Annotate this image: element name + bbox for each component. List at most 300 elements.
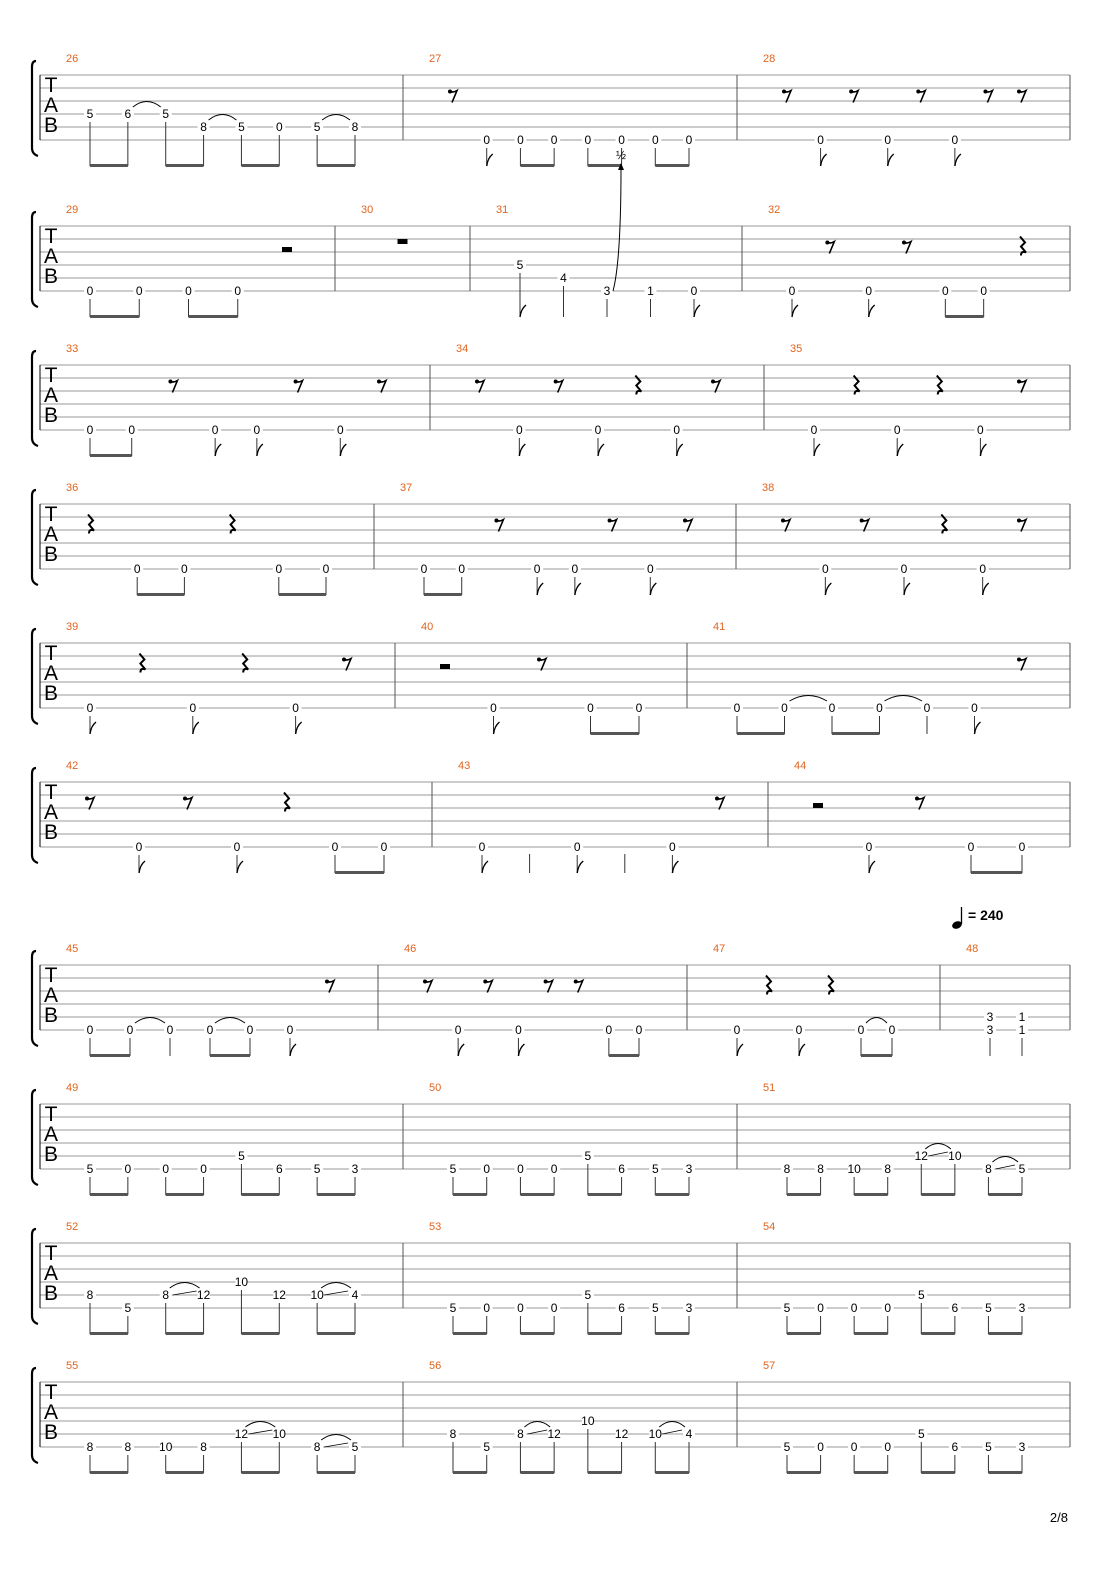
fret-number: 5 (238, 120, 245, 134)
fret-number: 0 (828, 701, 836, 715)
tab-clef-letter: T (44, 74, 58, 97)
measure-number: 57 (763, 1360, 776, 1372)
note-flag-icon (983, 583, 989, 595)
fret-number: 0 (331, 840, 339, 854)
measure (762, 482, 1026, 595)
fret-number: 0 (605, 1023, 613, 1037)
tab-clef-letter: T (44, 364, 58, 387)
tab-system (32, 1360, 1070, 1474)
eighth-rest-dot (1017, 519, 1021, 523)
fret-number: 0 (86, 423, 94, 437)
fret-number: 10 (847, 1162, 861, 1176)
fret-number: 4 (560, 271, 567, 285)
tab-clef-letter: B (43, 1143, 59, 1166)
note-flag-icon (975, 722, 981, 734)
fret-number: 0 (673, 423, 681, 437)
fret-number: 0 (206, 1023, 214, 1037)
fret-number: 0 (517, 1301, 524, 1315)
tab-clef-letter: A (43, 1401, 59, 1424)
fret-number: 0 (454, 1023, 462, 1037)
measure (66, 1082, 361, 1196)
slide-line (995, 1165, 1015, 1169)
fret-number: 0 (967, 840, 975, 854)
bend-amount: ½ (615, 148, 627, 162)
fret-number: 0 (810, 423, 818, 437)
measure-number: 26 (66, 53, 79, 65)
note-beam (861, 1054, 892, 1057)
fret-number: 10 (272, 1427, 286, 1441)
tab-system (32, 343, 1070, 457)
note-beam (854, 1332, 888, 1335)
tie-arc (209, 115, 237, 121)
fret-number: 5 (651, 1301, 659, 1315)
note-beam (90, 1332, 128, 1335)
note-flag-icon (257, 444, 263, 456)
fret-number: 0 (458, 562, 466, 576)
fret-number: 6 (951, 1301, 959, 1315)
measure (713, 621, 1026, 735)
note-flag-icon (139, 861, 145, 873)
fret-number: 8 (351, 120, 359, 134)
eighth-rest-dot (475, 380, 479, 384)
note-beam (737, 732, 785, 735)
fret-number: 0 (635, 1023, 643, 1037)
fret-number: 0 (865, 284, 873, 298)
measure (429, 1360, 695, 1474)
note-beam (90, 164, 128, 167)
fret-number: 0 (490, 701, 497, 715)
system-bracket (32, 1229, 38, 1324)
note-beam (335, 871, 384, 874)
note-flag-icon (237, 861, 243, 873)
fret-number: 0 (923, 701, 931, 715)
fret-number: 5 (86, 1162, 94, 1176)
fret-number: 12 (196, 1288, 211, 1302)
bend-curve (613, 168, 621, 291)
fret-number: 8 (517, 1427, 524, 1441)
fret-number: 0 (685, 133, 693, 147)
measure-number: 56 (429, 1360, 442, 1372)
fret-number: 0 (584, 133, 592, 147)
slide-line (324, 1443, 348, 1447)
note-flag-icon (193, 722, 199, 734)
note-beam (453, 1193, 487, 1196)
note-beam (279, 593, 326, 596)
fret-number: 10 (581, 1414, 595, 1428)
fret-number: 8 (985, 1162, 992, 1176)
fret-number: 0 (233, 840, 241, 854)
tab-clef-letter: T (44, 1242, 58, 1265)
measure (66, 943, 334, 1057)
slur-arc (992, 1157, 1018, 1163)
measure-number: 31 (496, 204, 509, 216)
fret-number: 0 (322, 562, 330, 576)
slide-line (248, 1430, 272, 1434)
measure (66, 343, 386, 457)
note-flag-icon (290, 1044, 296, 1056)
eighth-rest-dot (983, 90, 987, 94)
tie-arc (133, 102, 161, 108)
fret-number: 0 (618, 133, 625, 147)
fret-number: 0 (980, 284, 988, 298)
system-bracket (32, 212, 38, 307)
fret-number: 8 (449, 1427, 457, 1441)
measure-number: 46 (404, 943, 417, 955)
slide-line (173, 1291, 197, 1295)
measure (429, 53, 695, 167)
measure-number: 33 (66, 343, 79, 355)
tab-clef-letter: B (43, 821, 59, 844)
note-beam (609, 1054, 639, 1057)
fret-number: 0 (135, 840, 143, 854)
note-beam (988, 1332, 1022, 1335)
fret-number: 3 (685, 1301, 693, 1315)
tab-clef-letter: A (43, 94, 59, 117)
fret-number: 0 (857, 1023, 865, 1037)
measure-number: 37 (400, 482, 413, 494)
note-beam (854, 1193, 888, 1196)
note-beam (832, 732, 880, 735)
fret-number: 3 (603, 284, 611, 298)
fret-number: 6 (124, 107, 132, 121)
measure (400, 482, 692, 596)
note-beam (591, 732, 640, 735)
note-flag-icon (799, 1044, 805, 1056)
eighth-rest-dot (85, 797, 89, 801)
note-beam (317, 1193, 355, 1196)
eighth-rest-dot (294, 380, 298, 384)
measure (713, 943, 898, 1057)
slide-line (662, 1430, 682, 1434)
fret-number: 3 (351, 1162, 359, 1176)
fret-number: 5 (162, 107, 170, 121)
slide-line (928, 1152, 948, 1156)
measure (790, 343, 1026, 456)
measure (361, 204, 408, 244)
note-flag-icon (575, 583, 581, 595)
fret-number: 5 (917, 1288, 925, 1302)
half-rest-icon (282, 247, 292, 252)
measure (66, 1360, 361, 1474)
note-beam (971, 871, 1022, 874)
tab-clef-letter: A (43, 984, 59, 1007)
measure (66, 760, 390, 874)
note-beam (90, 1471, 128, 1474)
measure-number: 55 (66, 1360, 79, 1372)
fret-number: 0 (286, 1023, 294, 1037)
fret-number: 0 (550, 133, 558, 147)
tie-arc (885, 696, 923, 702)
fret-number: 0 (336, 423, 344, 437)
fret-number: 0 (550, 1301, 558, 1315)
note-beam (424, 593, 462, 596)
note-beam (90, 315, 139, 318)
fret-number: 5 (783, 1440, 791, 1454)
eighth-rest-dot (574, 980, 578, 984)
fret-number: 0 (821, 562, 829, 576)
fret-number: 0 (733, 701, 741, 715)
eighth-rest-dot (915, 797, 919, 801)
measure-number: 53 (429, 1221, 442, 1233)
fret-number: 0 (817, 133, 824, 147)
note-flag-icon (904, 583, 910, 595)
fret-number: 0 (275, 120, 283, 134)
eighth-rest-dot (902, 241, 906, 245)
fret-number: 0 (292, 701, 299, 715)
note-beam (166, 164, 204, 167)
measure-number: 49 (66, 1082, 79, 1094)
fret-number: 3 (685, 1162, 693, 1176)
measure (429, 1082, 695, 1196)
note-beam (90, 1193, 128, 1196)
fret-number: 4 (351, 1288, 359, 1302)
eighth-rest-dot (715, 797, 719, 801)
tab-system (32, 1221, 1070, 1335)
fret-number: 0 (594, 423, 602, 437)
note-flag-icon (980, 444, 986, 456)
fret-number: 5 (917, 1427, 925, 1441)
fret-number: 0 (884, 1440, 892, 1454)
measure (429, 1221, 695, 1335)
fret-number: 1 (1018, 1010, 1026, 1024)
note-beam (655, 1193, 689, 1196)
note-flag-icon (869, 305, 875, 317)
measure (456, 343, 720, 456)
tab-clef-letter: A (43, 801, 59, 824)
fret-number: 5 (1018, 1162, 1026, 1176)
tab-system (32, 53, 1070, 167)
fret-number: 8 (200, 120, 207, 134)
fret-number: 0 (690, 284, 698, 298)
measure (66, 1221, 361, 1335)
tab-clef-letter: T (44, 964, 58, 987)
fret-number: 0 (533, 562, 541, 576)
tie-arc (866, 1018, 887, 1024)
tab-clef-letter: B (43, 543, 59, 566)
eighth-rest-dot (1017, 90, 1021, 94)
measure-number: 42 (66, 760, 79, 772)
note-flag-icon (494, 722, 500, 734)
note-flag-icon (296, 722, 302, 734)
tie-arc (135, 1018, 165, 1024)
eighth-rest-dot (608, 519, 612, 523)
fret-number: 8 (162, 1288, 170, 1302)
fret-number: 12 (272, 1288, 286, 1302)
fret-number: 0 (977, 423, 984, 437)
note-flag-icon (537, 583, 543, 595)
system-bracket (32, 1368, 38, 1463)
eighth-rest-dot (683, 519, 687, 523)
note-beam (655, 1471, 689, 1474)
fret-number: 10 (648, 1427, 662, 1441)
tie-arc (215, 1018, 245, 1024)
note-flag-icon (487, 154, 493, 166)
eighth-rest-dot (494, 519, 498, 523)
measure-number: 40 (421, 621, 434, 633)
system-bracket (32, 351, 38, 446)
tab-clef-letter: B (43, 265, 59, 288)
fret-number: 12 (547, 1427, 561, 1441)
fret-number: 10 (310, 1288, 324, 1302)
fret-number: 8 (200, 1440, 207, 1454)
fret-number: 0 (1018, 840, 1026, 854)
note-beam (588, 1332, 622, 1335)
measure-number: 41 (713, 621, 726, 633)
fret-number: 0 (135, 284, 143, 298)
whole-rest-icon (398, 239, 408, 244)
fret-number: 3 (986, 1010, 994, 1024)
fret-number: 0 (884, 1301, 892, 1315)
measure-number: 44 (794, 760, 807, 772)
tab-clef-letter: T (44, 503, 58, 526)
eighth-rest-dot (537, 658, 541, 662)
slur-arc (245, 1422, 275, 1428)
fret-number: 0 (234, 284, 242, 298)
fret-number: 0 (483, 1162, 491, 1176)
note-beam (317, 164, 355, 167)
fret-number: 0 (420, 562, 428, 576)
measure (421, 621, 645, 735)
note-flag-icon (737, 1044, 743, 1056)
fret-number: 5 (985, 1440, 992, 1454)
eighth-rest-dot (342, 658, 346, 662)
fret-number: 0 (200, 1162, 207, 1176)
eighth-rest-dot (554, 380, 558, 384)
note-beam (166, 1332, 204, 1335)
note-flag-icon (814, 444, 820, 456)
note-beam (453, 1471, 487, 1474)
fret-number: 0 (733, 1023, 741, 1037)
fret-number: 8 (313, 1440, 321, 1454)
measure (458, 760, 724, 873)
fret-number: 10 (948, 1149, 962, 1163)
tab-clef-letter: T (44, 225, 58, 248)
fret-number: 0 (189, 701, 197, 715)
fret-number: 3 (1018, 1440, 1026, 1454)
tab-clef-letter: T (44, 781, 58, 804)
fret-number: 0 (515, 1023, 522, 1037)
half-rest-icon (440, 664, 450, 669)
note-beam (317, 1332, 355, 1335)
note-beam (189, 315, 238, 318)
note-flag-icon (821, 154, 827, 166)
fret-number: 0 (133, 562, 141, 576)
fret-number: 8 (124, 1440, 132, 1454)
fret-number: 5 (449, 1162, 457, 1176)
tab-clef-letter: A (43, 1262, 59, 1285)
fret-number: 0 (850, 1440, 858, 1454)
note-flag-icon (825, 583, 831, 595)
eighth-rest-dot (183, 797, 187, 801)
fret-number: 8 (783, 1162, 791, 1176)
fret-number: 0 (86, 284, 94, 298)
eighth-rest-dot (423, 980, 427, 984)
fret-number: 0 (124, 1162, 132, 1176)
note-flag-icon (518, 1044, 524, 1056)
tie-arc (322, 115, 350, 121)
tab-clef-letter: A (43, 245, 59, 268)
tempo-marking: = 240 (968, 907, 1004, 923)
fret-number: 1 (647, 284, 654, 298)
note-flag-icon (672, 861, 678, 873)
measure (951, 907, 1028, 1056)
slur-arc (170, 1283, 200, 1289)
note-beam (520, 164, 554, 167)
fret-number: 5 (313, 120, 321, 134)
note-beam (241, 1471, 279, 1474)
fret-number: 0 (86, 701, 94, 715)
half-rest-icon (813, 803, 823, 808)
note-flag-icon (90, 722, 96, 734)
note-beam (90, 454, 132, 457)
note-beam (241, 164, 279, 167)
fret-number: 0 (550, 1162, 558, 1176)
fret-number: 12 (914, 1149, 928, 1163)
tab-clef-letter: B (43, 114, 59, 137)
note-beam (166, 1471, 204, 1474)
measure-number: 45 (66, 943, 79, 955)
fret-number: 5 (449, 1301, 457, 1315)
note-beam (241, 1193, 279, 1196)
note-beam (166, 1193, 204, 1196)
measure (763, 53, 1026, 166)
system-bracket (32, 1090, 38, 1185)
fret-number: 8 (86, 1288, 94, 1302)
fret-number: 0 (817, 1301, 824, 1315)
fret-number: 5 (516, 258, 524, 272)
tab-clef-letter: B (43, 404, 59, 427)
tab-system (32, 148, 1070, 318)
eighth-rest-dot (544, 980, 548, 984)
measure-number: 43 (458, 760, 471, 772)
tab-system (32, 907, 1070, 1057)
measure (763, 1082, 1028, 1196)
fret-number: 8 (817, 1162, 824, 1176)
note-flag-icon (888, 154, 894, 166)
eighth-rest-dot (168, 380, 172, 384)
fret-number: 0 (128, 423, 136, 437)
tab-clef-letter: T (44, 642, 58, 665)
note-flag-icon (458, 1044, 464, 1056)
fret-number: 0 (573, 840, 581, 854)
tab-clef-letter: A (43, 662, 59, 685)
note-flag-icon (215, 444, 221, 456)
system-bracket (32, 490, 38, 585)
note-flag-icon (869, 861, 875, 873)
measure (496, 148, 700, 317)
measure-number: 34 (456, 343, 469, 355)
eighth-rest-dot (825, 241, 829, 245)
note-beam (588, 164, 622, 167)
note-beam (90, 1054, 130, 1057)
fret-number: 6 (618, 1301, 625, 1315)
measure (66, 53, 361, 167)
fret-number: 0 (483, 133, 491, 147)
note-beam (655, 164, 689, 167)
tab-clef-letter: T (44, 1381, 58, 1404)
measure-number: 32 (768, 204, 781, 216)
note-beam (787, 1332, 821, 1335)
slur-arc (321, 1435, 351, 1441)
fret-number: 0 (971, 701, 978, 715)
fret-number: 1 (1018, 1023, 1026, 1037)
fret-number: 0 (893, 423, 901, 437)
fret-number: 0 (941, 284, 949, 298)
tab-system (32, 482, 1070, 596)
fret-number: 0 (166, 1023, 174, 1037)
note-beam (520, 1471, 554, 1474)
fret-number: 0 (817, 1440, 824, 1454)
